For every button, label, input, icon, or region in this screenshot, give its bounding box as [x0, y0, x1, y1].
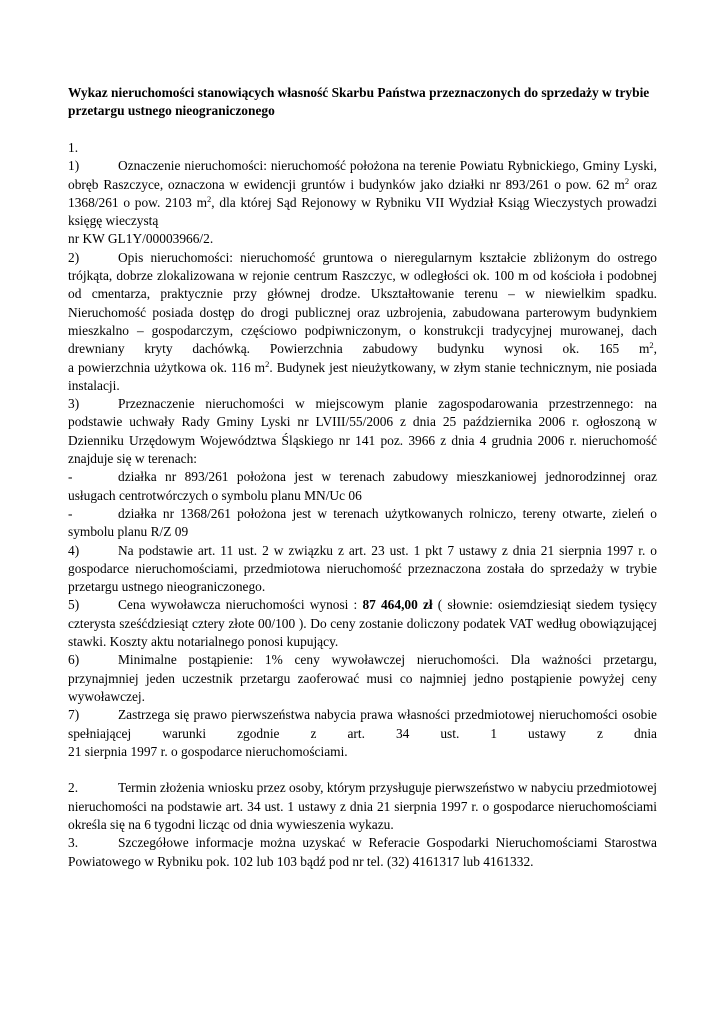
paragraph-2-text-b: a powierzchnia użytkowa ok. 116 m [68, 359, 266, 375]
paragraph-6 [68, 651, 657, 706]
paragraph-2-sup-a: 2 [649, 340, 654, 351]
paragraph-3-bullet-1 [68, 468, 657, 505]
paragraph-2-text: Opis nieruchomości: nieruchomość gruntowa o nieregularnym kształcie zbliżonym do ostrego trójkąta, dobrze zlokalizowana w rejonie centrum Raszczyc, w odległości ok. 100 m od kościoła i podobnej od cmentarza, praktycznie przy głównej drodze. Ukształtowanie terenu – w niewielkim spadku. Nieruchomość posiada dostęp do drogi publicznej oraz uzbrojenia, zabudowana parterowym budynkiem mieszkalno – gospodarczym, częściowo podpiwniczonym, o konstrukcji tradycyjnej murowanej, dach drewniany kryty dachówką. Powierzchnia zabudowy budynku wynosi ok. 165 m [68, 249, 657, 357]
section-2-label: 2. [68, 780, 79, 796]
document-body [68, 139, 657, 871]
paragraph-4-text: Na podstawie art. 11 ust. 2 w związku z art. 23 ust. 1 pkt 7 ustawy z dnia 21 sierpnia 1997 r. o gospodarce nieruchomościami, przedmiotowa nieruchomość przeznaczona została do sprzedaży w trybie przetargu ustnego nieograniczonego. [68, 542, 657, 595]
paragraph-7-text: Zastrzega się prawo pierwszeństwa nabycia prawa własności przedmiotowej nieruchomości osobie spełniającej warunki zgodnie z art. 34 ust. 1 ustawy z dnia [68, 707, 657, 741]
paragraph-1-text-a: Oznaczenie nieruchomości: nieruchomość położona na terenie Powiatu Rybnickiego, Gminy Lyski, obręb Raszczyce, oznaczona w ewidencji gruntów i budynków jako działki nr 893/261 o pow. 62 m [68, 158, 657, 192]
paragraph-5 [68, 596, 657, 651]
section-3-label: 3. [68, 835, 79, 851]
paragraph-3 [68, 395, 657, 468]
paragraph-3-bullet-2 [68, 505, 657, 542]
paragraph-2 [68, 249, 657, 359]
paragraph-1-text-c: , dla której Sąd Rejonowy w Rybniku VII Wydział Ksiąg Wieczystych prowadzi księgę wieczystą [68, 194, 657, 229]
paragraph-7-continued: 21 sierpnia 1997 r. o gospodarce nieruchomościami. [68, 743, 348, 759]
section-3-text: Szczegółowe informacje można uzyskać w Referacie Gospodarki Nieruchomościami Starostwa Powiatowego w Rybniku pok. 102 lub 103 bądź pod nr tel. (32) 4161317 lub 4161332. [68, 835, 657, 869]
section-2 [68, 779, 657, 834]
bullet-dash: - [68, 469, 73, 485]
paragraph-2-text-c: . Budynek jest nieużytkowany, w złym stanie technicznym, nie posiada instalacji. [68, 359, 658, 393]
paragraph-1-sup-b: 2 [207, 193, 212, 204]
paragraph-3-text: Przeznaczenie nieruchomości w miejscowym planie zagospodarowania przestrzennego: na podstawie uchwały Rady Gminy Lyski nr LVIII/55/2006 z dnia 25 października 2006 r. ogłoszoną w Dzienniku Urzędowym Województwa Śląskiego nr 141 poz. 3966 z dnia 4 grudnia 2006 r. nieruchomość znajduje się w terenach: [68, 396, 657, 467]
paragraph-2-comma: , [653, 341, 657, 357]
paragraph-3-label: 3) [68, 396, 80, 412]
paragraph-4-label: 4) [68, 542, 80, 558]
paragraph-1-kw-number: nr KW GL1Y/00003966/2. [68, 231, 214, 247]
paragraph-6-label: 6) [68, 652, 80, 668]
paragraph-3-bullet-1-text: działka nr 893/261 położona jest w terenach zabudowy mieszkaniowej jednorodzinnej oraz usługach centrotwórczych o symbolu planu MN/Uc 06 [68, 469, 657, 503]
paragraph-7 [68, 706, 657, 743]
spacer [68, 761, 657, 779]
paragraph-1 [68, 157, 657, 230]
section-1-number: 1. [68, 140, 79, 155]
paragraph-1-label: 1) [68, 158, 80, 174]
paragraph-5-text-b: ( słownie: osiemdziesiąt siedem tysięcy czterysta sześćdziesiąt cztery złote 00/100 ). Do ceny zostanie doliczony podatek VAT według obowiązującej stawki. Koszty aktu notarialnego ponosi kupujący. [68, 597, 657, 650]
paragraph-5-text-a: Cena wywoławcza nieruchomości wynosi : [118, 597, 363, 613]
document-title: Wykaz nieruchomości stanowiących własność Skarbu Państwa przeznaczonych do sprzedaży w trybie przetargu ustnego nieograniczonego [68, 85, 650, 118]
paragraph-1-sup-a: 2 [624, 175, 630, 186]
starting-price: 87 464,00 zł [362, 597, 433, 613]
paragraph-2-continued [68, 359, 657, 396]
paragraph-2-sup-b: 2 [265, 358, 270, 369]
paragraph-4 [68, 542, 657, 597]
paragraph-7-label: 7) [68, 707, 80, 723]
bullet-dash: - [68, 505, 73, 521]
paragraph-2-label: 2) [68, 249, 80, 265]
section-3 [68, 834, 657, 871]
paragraph-5-label: 5) [68, 597, 80, 613]
paragraph-3-bullet-2-text: działka nr 1368/261 położona jest w terenach użytkowanych rolniczo, tereny otwarte, zieleń o symbolu planu R/Z 09 [68, 505, 657, 540]
paragraph-6-text: Minimalne postąpienie: 1% ceny wywoławczej nieruchomości. Dla ważności przetargu, przynajmniej jeden uczestnik przetargu zaoferować musi co najmniej jedno postąpienie powyżej ceny wywoławczej. [68, 652, 657, 704]
section-2-text: Termin złożenia wniosku przez osoby, którym przysługuje pierwszeństwo w nabyciu przedmiotowej nieruchomości na podstawie art. 34 ust. 1 ustawy z dnia 21 sierpnia 1997 r. o gospodarce nieruchomościami określa się na 6 tygodni licząc od dnia wywieszenia wykazu. [68, 780, 657, 832]
paragraph-1-text-b: oraz 1368/261 o pow. 2103 m [68, 176, 657, 210]
